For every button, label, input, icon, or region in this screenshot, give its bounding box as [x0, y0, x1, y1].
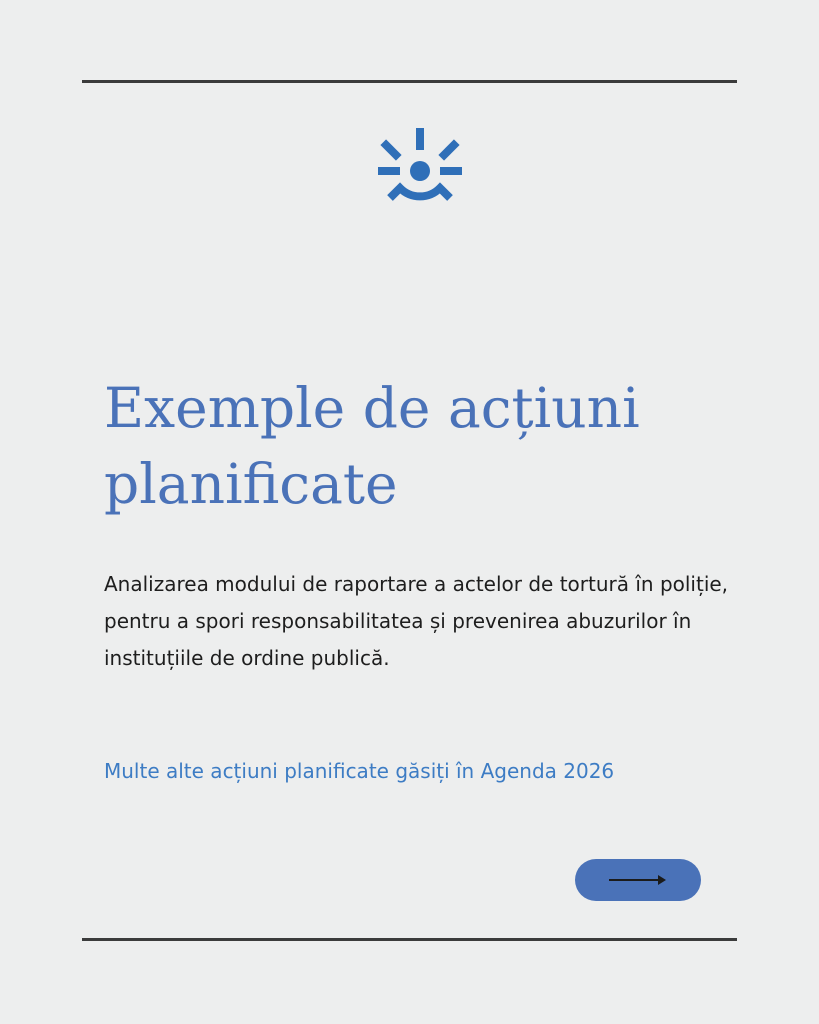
sun-arc-icon: [376, 128, 464, 206]
next-button[interactable]: [575, 859, 701, 901]
page-title: Exemple de acțiuni planificate: [104, 376, 640, 516]
body-paragraph: Analizarea modului de raportare a actelor de tortură în poliție, pentru a spori responsabilitatea și prevenirea abuzurilor în instituțiile de ordine publică.: [104, 572, 729, 670]
bottom-divider: [82, 938, 737, 941]
arrow-right-icon: [609, 874, 667, 886]
agenda-link[interactable]: Multe alte acțiuni planificate găsiți în Agenda 2026: [104, 759, 615, 783]
top-divider: [82, 80, 737, 83]
